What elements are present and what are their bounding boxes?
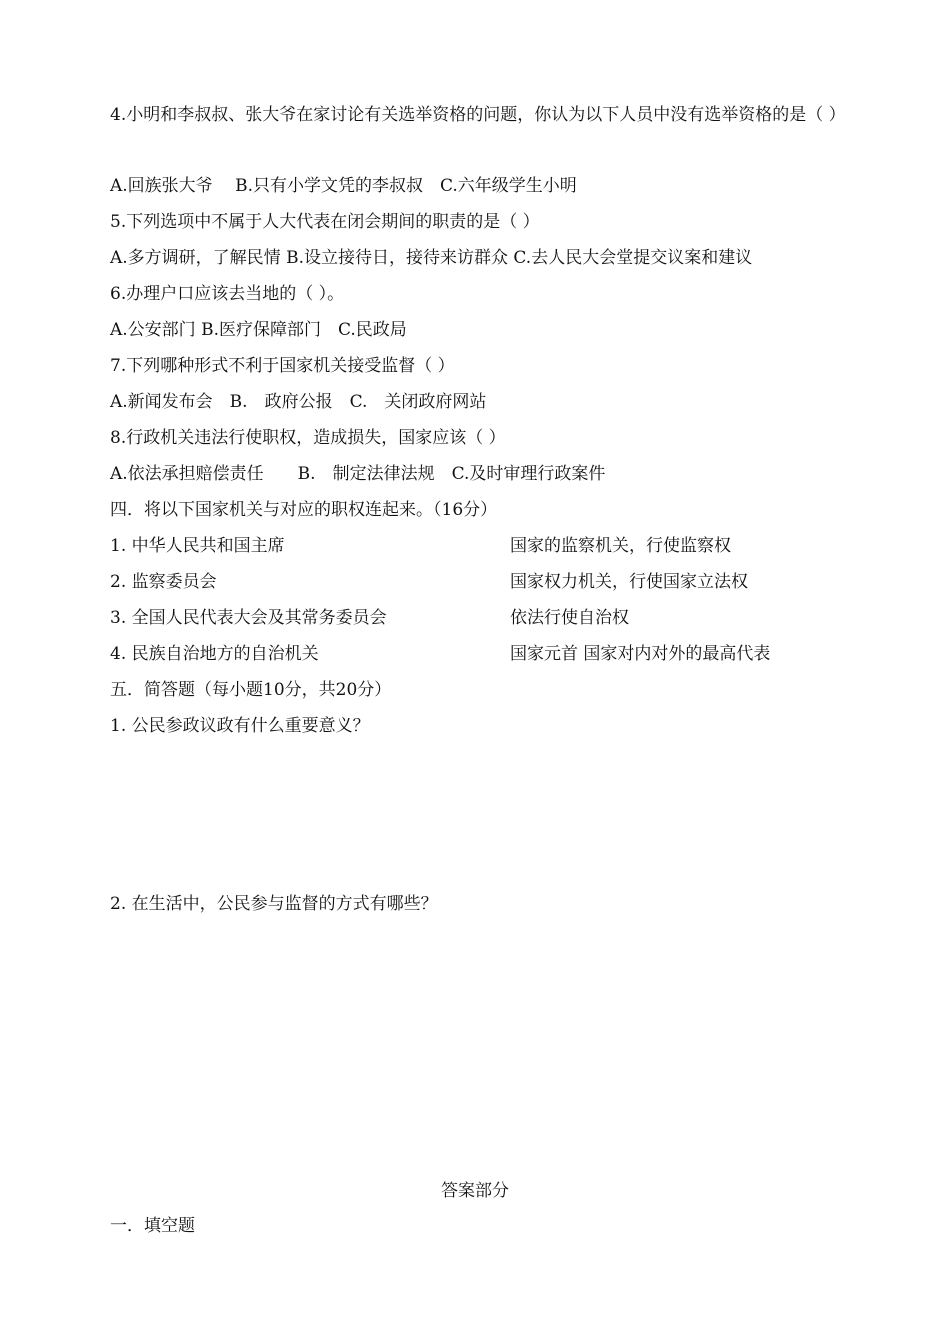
question-6-stem: 6.办理户口应该去当地的（ ）。	[110, 284, 345, 304]
match-left-item: 2. 监察委员会	[110, 572, 217, 592]
section-4-heading: 四．将以下国家机关与对应的职权连起来。（16分）	[110, 500, 498, 520]
match-right-item: 国家元首 国家对内对外的最高代表	[510, 644, 771, 664]
answers-section-1-heading: 一．填空题	[110, 1216, 195, 1236]
match-right-item: 依法行使自治权	[510, 608, 629, 628]
short-answer-question-2: 2. 在生活中，公民参与监督的方式有哪些？	[110, 894, 438, 914]
question-7-options: A.新闻发布会 B. 政府公报 C. 关闭政府网站	[110, 392, 487, 412]
question-4-options: A.回族张大爷 B.只有小学文凭的李叔叔 C.六年级学生小明	[110, 176, 577, 196]
short-answer-question-1: 1. 公民参政议政有什么重要意义？	[110, 716, 370, 736]
answers-title: 答案部分	[441, 1181, 509, 1201]
question-8-options: A.依法承担赔偿责任 B. 制定法律法规 C.及时审理行政案件	[110, 464, 606, 484]
question-4-stem: 4.小明和李叔叔、张大爷在家讨论有关选举资格的问题，你认为以下人员中没有选举资格的是（ ）	[110, 105, 846, 125]
question-5-stem: 5.下列选项中不属于人大代表在闭会期间的职责的是（ ）	[110, 212, 540, 232]
question-5-options: A.多方调研，了解民情 B.设立接待日，接待来访群众 C.去人民大会堂提交议案和建议	[110, 248, 753, 268]
match-left-item: 1. 中华人民共和国主席	[110, 536, 285, 556]
match-right-item: 国家的监察机关，行使监察权	[510, 536, 731, 556]
match-left-item: 3. 全国人民代表大会及其常务委员会	[110, 608, 387, 628]
section-5-heading: 五．简答题（每小题10分，共20分）	[110, 680, 392, 700]
match-left-item: 4. 民族自治地方的自治机关	[110, 644, 319, 664]
question-7-stem: 7.下列哪种形式不利于国家机关接受监督（ ）	[110, 356, 455, 376]
match-right-item: 国家权力机关，行使国家立法权	[510, 572, 748, 592]
question-6-options: A.公安部门 B.医疗保障部门 C.民政局	[110, 320, 407, 340]
question-8-stem: 8.行政机关违法行使职权，造成损失，国家应该（ ）	[110, 428, 506, 448]
